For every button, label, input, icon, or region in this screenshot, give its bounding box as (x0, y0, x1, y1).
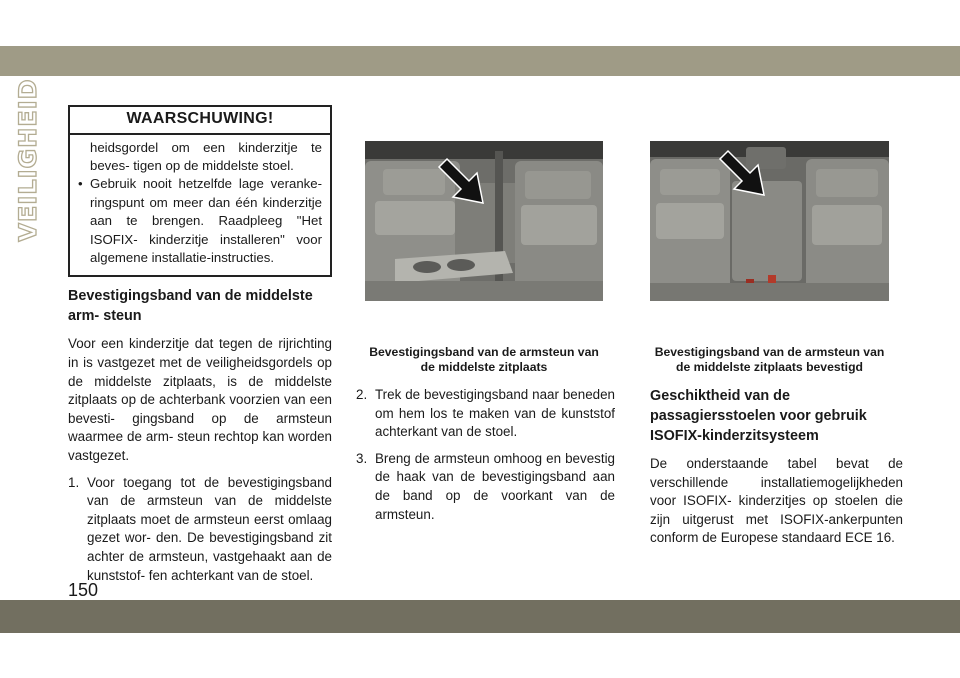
section-heading-armrest: Bevestigingsband van de middelste arm- steun (68, 288, 313, 325)
header-band (0, 46, 960, 76)
section-tab-label: VEILIGHEID (14, 78, 42, 242)
step-item (356, 386, 615, 442)
step-text: Breng de armsteun omhoog en bevestig de haak van de bevestigingsband aan de band op de voorkant van de armsteun. (375, 450, 615, 522)
step-list-2 (356, 386, 615, 524)
figure-caption-2: Bevestigingsband van de armsteun van de middelste zitplaats bevestigd (654, 345, 885, 374)
intro-paragraph: Voor een kinderzitje dat tegen de rijrichting in is vastgezet met de veiligheidsgordels op de middelste zitplaats, is de middelste zitplaats op de achterbank voorzien van een bevesti- gingsband op de armsteun waarmee de arm- steun rechtop kan worden vastgezet. (68, 336, 332, 463)
step-text: Trek de bevestigingsband naar beneden om hem los te maken van de kunststof achterkant van de stoel. (375, 387, 615, 440)
photo-armrest-tether (365, 141, 603, 301)
step-text: Voor toegang tot de bevestigingsband van de armsteun van de middelste zitplaats moet de armsteun eerst omlaag gezet wor- den. De bevestigingsband zit achter de armsteun, vastgehaakt aan de kunststof- fen achterkant van de stoel. (87, 474, 332, 583)
step-number: 3. (356, 450, 368, 466)
warning-bullet: • Gebruik nooit hetzelfde lage veranke- ringspunt om meer dan één kinderzitje aan te brengen. Raadpleeg "Het ISOFIX- kinderzitje installeren" voor algemene installatie-instructies. (78, 175, 322, 267)
figure-caption-1: Bevestigingsband van de armsteun van de middelste zitplaats (369, 345, 599, 374)
step-item (68, 474, 332, 586)
photo-armrest-tether-fastened (650, 141, 889, 301)
warning-continued-text: heidsgordel om een kinderzitje te beves- tigen op de middelste stoel. (90, 139, 322, 173)
step-number: 1. (68, 474, 80, 490)
isofix-paragraph: De onderstaande tabel bevat de verschillende installatiemogelijkheden voor ISOFIX- kinderzitjes op stoelen die zijn uitgerust met ISOFIX-ankerpunten conform de Europese standaard ECE 16. (650, 456, 903, 546)
column-left (68, 105, 332, 585)
warning-body (70, 135, 330, 276)
step-list-1 (68, 474, 332, 586)
step-item (356, 450, 615, 524)
warning-title: WAARSCHUWING! (70, 107, 330, 135)
page-number: 150 (68, 580, 99, 600)
footer-band (0, 600, 960, 633)
column-middle (356, 386, 615, 524)
section-tab (6, 78, 50, 242)
step-number: 2. (356, 387, 368, 402)
warning-box (68, 105, 332, 277)
rear-seat-armrest-up-image (650, 141, 889, 301)
column-right (650, 386, 903, 548)
section-heading-isofix: Geschiktheid van de passagiersstoelen voor gebruik ISOFIX-kinderzitsysteem (650, 388, 867, 444)
rear-seat-armrest-down-image (365, 141, 603, 301)
